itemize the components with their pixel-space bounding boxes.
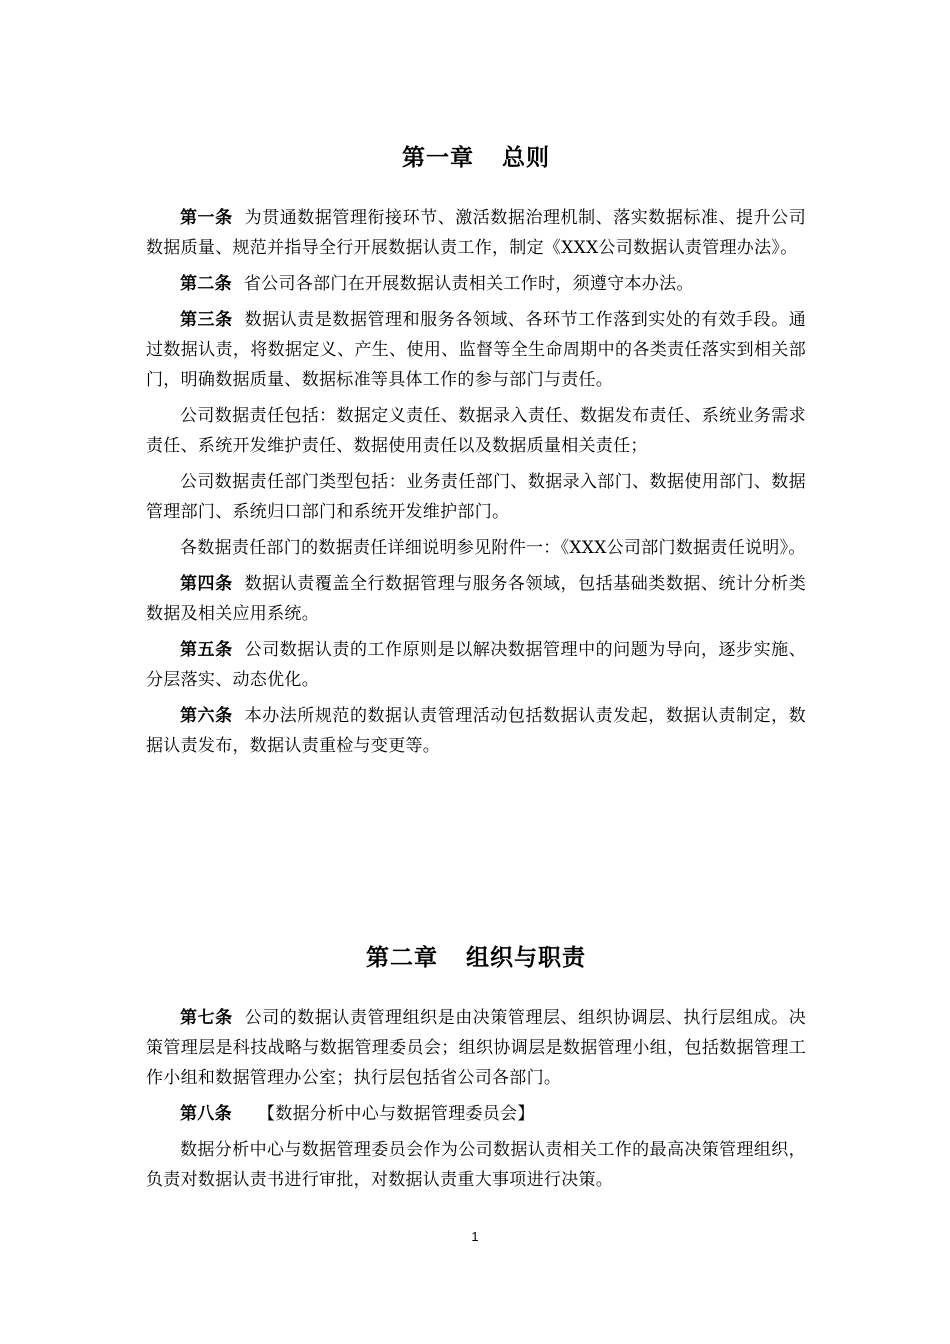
article-label: 第八条: [180, 1104, 232, 1124]
paragraph-text: 数据分析中心与数据管理委员会作为公司数据认责相关工作的最高决策管理组织，负责对数据认责书进行审批，对数据认责重大事项进行决策。: [146, 1140, 806, 1190]
paragraph-data-responsibilities: [146, 401, 806, 461]
article-label: 第五条: [180, 640, 233, 660]
article-text: 公司数据认责的工作原则是以解决数据管理中的问题为导向，逐步实施、分层落实、动态优化。: [146, 640, 806, 690]
chapter-2-articles: [146, 1003, 806, 1201]
article-1: [146, 203, 806, 263]
paragraph-text: 公司数据责任包括：数据定义责任、数据录入责任、数据发布责任、系统业务需求责任、系统开发维护责任、数据使用责任以及数据质量相关责任；: [146, 406, 806, 456]
paragraph-text: 各数据责任部门的数据责任详细说明参见附件一：《XXX公司部门数据责任说明》。: [180, 538, 806, 558]
paragraph-committee-role: [146, 1135, 806, 1195]
article-label: 第六条: [180, 706, 233, 726]
chapter-1-number: 第一章: [402, 145, 474, 171]
chapter-2-number: 第二章: [366, 945, 438, 971]
chapter-1-title: [146, 142, 806, 174]
paragraph-appendix-reference: [146, 533, 806, 563]
chapter-1-articles: [146, 203, 806, 767]
article-6: [146, 701, 806, 761]
article-text: 本办法所规范的数据认责管理活动包括数据认责发起，数据认责制定，数据认责发布，数据认责重检与变更等。: [146, 706, 806, 756]
article-label: 第三条: [180, 310, 233, 330]
article-label: 第四条: [180, 574, 233, 594]
paragraph-text: 公司数据责任部门类型包括：业务责任部门、数据录入部门、数据使用部门、数据管理部门、系统归口部门和系统开发维护部门。: [146, 472, 806, 522]
article-text: 为贯通数据管理衔接环节、激活数据治理机制、落实数据标准、提升公司数据质量、规范并指导全行开展数据认责工作，制定《XXX公司数据认责管理办法》。: [146, 208, 806, 258]
article-4: [146, 569, 806, 629]
article-3: [146, 305, 806, 395]
article-7: [146, 1003, 806, 1093]
page-number: 1: [471, 1229, 479, 1244]
article-label: 第二条: [180, 274, 232, 294]
article-2: [146, 269, 806, 299]
chapter-2-title: [146, 942, 806, 974]
article-label: 第一条: [180, 208, 233, 228]
chapter-2-name: 组织与职责: [466, 945, 586, 971]
article-5: [146, 635, 806, 695]
article-text: 数据认责覆盖全行数据管理与服务各领域，包括基础类数据、统计分析类数据及相关应用系统。: [146, 574, 806, 624]
article-text: 省公司各部门在开展数据认责相关工作时，须遵守本办法。: [243, 274, 694, 294]
article-8: [146, 1099, 806, 1129]
chapter-1-name: 总则: [502, 145, 550, 171]
article-text: 公司的数据认责管理组织是由决策管理层、组织协调层、执行层组成。决策管理层是科技战略与数据管理委员会；组织协调层是数据管理小组，包括数据管理工作小组和数据管理办公室；执行层包括省公司各部门。: [146, 1008, 806, 1088]
article-label: 第七条: [180, 1008, 233, 1028]
paragraph-department-types: [146, 467, 806, 527]
article-heading: 【数据分析中心与数据管理委员会】: [257, 1104, 535, 1124]
article-text: 数据认责是数据管理和服务各领域、各环节工作落到实处的有效手段。通过数据认责，将数据定义、产生、使用、监督等全生命周期中的各类责任落实到相关部门，明确数据质量、数据标准等具体工作的参与部门与责任。: [146, 310, 806, 390]
